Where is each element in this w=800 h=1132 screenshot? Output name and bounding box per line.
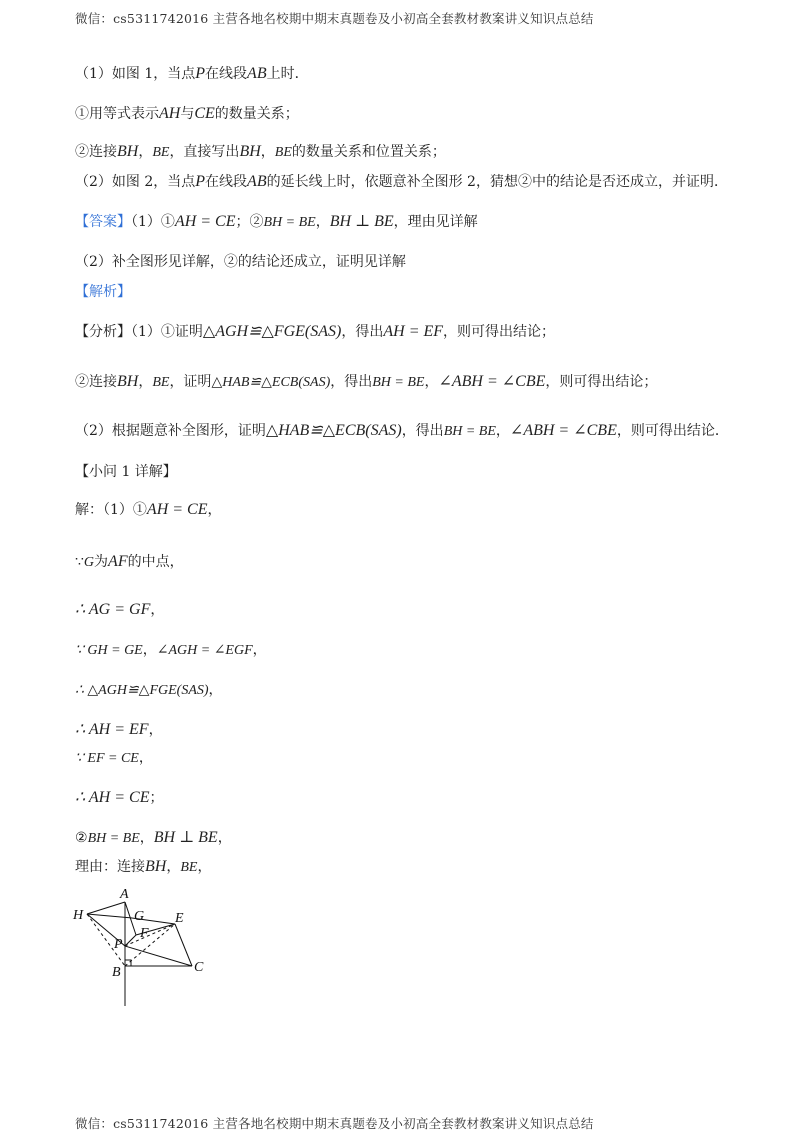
question-2: （2）如图 2，当点P在线段AB的延长线上时，依题意补全图形 2，猜想②中的结论是否还成立，并证明． <box>75 173 728 190</box>
segment-BE <box>125 924 175 966</box>
question-1-part-2: ②连接BH，BE，直接写出BH，BE的数量关系和位置关系； <box>75 143 446 160</box>
segment-PC <box>125 946 192 966</box>
label-F: F <box>140 926 149 941</box>
segment-PE <box>125 924 175 946</box>
analysis-line-1: 【分析】（1）①证明△AGH≌△FGE(SAS)，得出AH = EF，则可得出结论； <box>75 323 556 340</box>
label-C: C <box>194 960 204 975</box>
segment-EC <box>175 924 192 966</box>
question-1-part-1: ①用等式表示AH与CE的数量关系； <box>75 105 299 122</box>
question-1: （1）如图 1，当点P在线段AB上时． <box>75 65 309 82</box>
label-B: B <box>112 965 121 980</box>
step-9: 理由：连接BH，BE， <box>75 858 212 875</box>
label-E: E <box>175 911 184 926</box>
analysis-line-2: ②连接BH，BE，证明△HAB≌△ECB(SAS)，得出BH = BE，∠ABH = ∠CBE，则可得出结论； <box>75 373 658 390</box>
answer-tag: 【答案】 <box>75 214 131 230</box>
page-header: 微信：cs5311742016 主营各地名校期中期末真题卷及小初高全套教材教案讲义知识点总结 <box>75 11 594 26</box>
step-5: ∴ AH = EF， <box>75 721 163 738</box>
solution-intro: 解：（1）①AH = CE， <box>75 501 222 518</box>
geometry-figure <box>70 884 220 1014</box>
analysis-line-3: （2）根据题意补全图形，证明△HAB≌△ECB(SAS)，得出BH = BE，∠ABH = ∠CBE，则可得出结论． <box>75 422 729 439</box>
answer-line-1: 【答案】（1）①AH = CE；②BH = BE，BH ⊥ BE，理由见详解 <box>75 213 478 230</box>
segment-FP <box>125 935 136 946</box>
label-G: G <box>134 909 145 924</box>
answer-line-2: （2）补全图形见详解，②的结论还成立，证明见详解 <box>75 254 406 270</box>
step-2: ∴ AG = GF， <box>75 601 165 618</box>
step-4: ∴ △AGH≌△FGE(SAS)， <box>75 682 223 698</box>
step-1: ∵G为AF的中点， <box>75 553 184 570</box>
analysis-tag: 【解析】 <box>75 284 131 300</box>
label-A: A <box>120 887 129 902</box>
step-8: ②BH = BE，BH ⊥ BE， <box>75 829 232 846</box>
segment-HA <box>87 902 125 914</box>
page-footer: 微信：cs5311742016 主营各地名校期中期末真题卷及小初高全套教材教案讲义知识点总结 <box>75 1116 594 1131</box>
step-6: ∵ EF = CE， <box>75 750 153 766</box>
step-3: ∵ GH = GE，∠AGH = ∠EGF， <box>75 642 267 658</box>
step-7: ∴ AH = CE； <box>75 789 164 806</box>
sub-question-heading: 【小问 1 详解】 <box>75 464 177 480</box>
label-H: H <box>73 908 84 923</box>
label-P: P <box>114 937 123 952</box>
